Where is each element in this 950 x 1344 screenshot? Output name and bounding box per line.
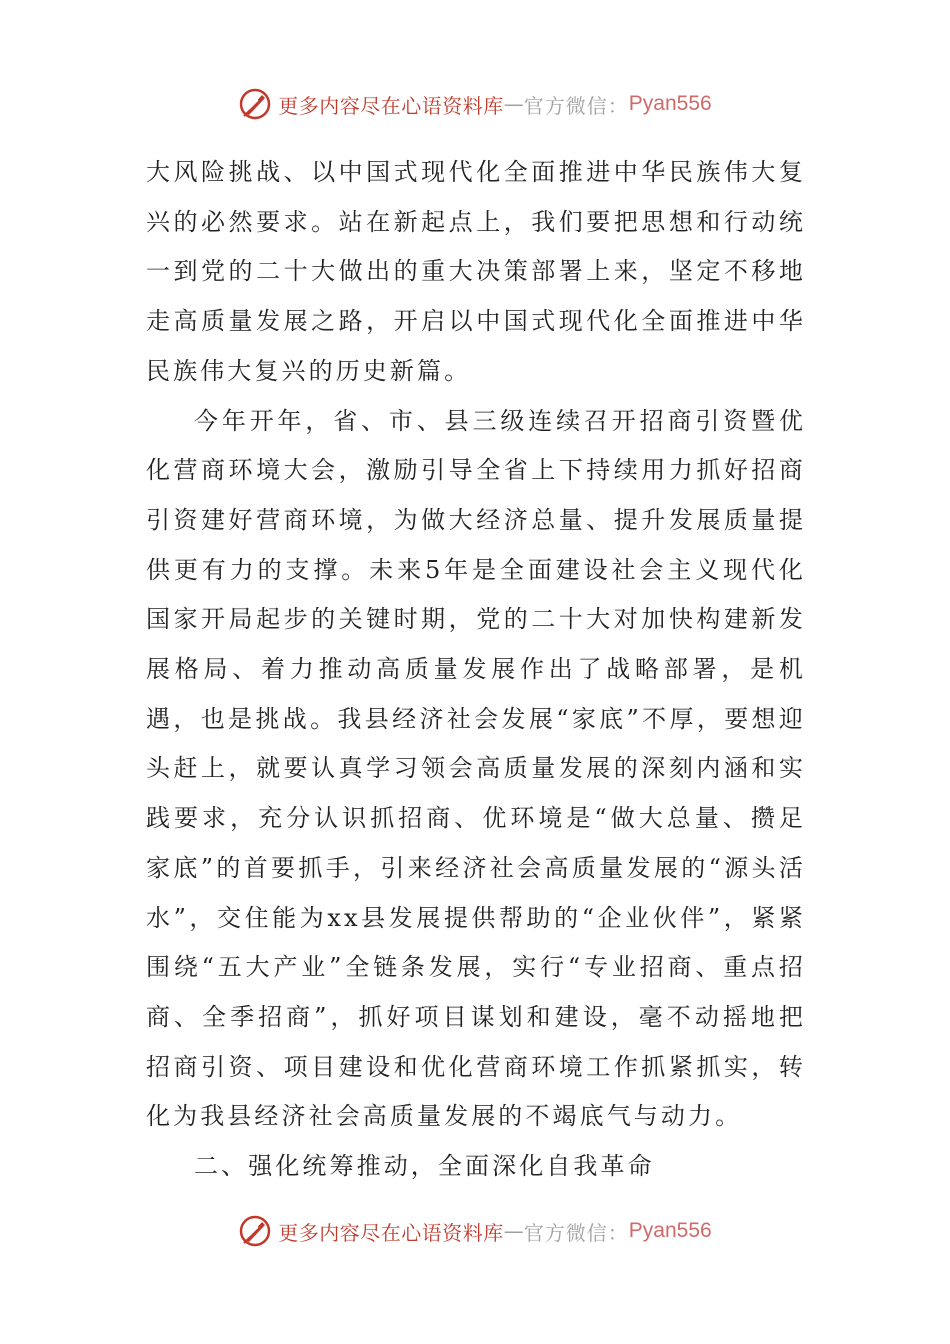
- header-banner: [0, 84, 950, 124]
- section-heading: 二、强化统筹推动，全面深化自我革命: [194, 1152, 655, 1181]
- paragraph-2: 今年开年，省、市、县三级连续召开招商引资暨优化营商环境大会，激励引导全省上下持续用力抓好招商引资建好营商环境，为做大经济总量、提升发展质量提供更有力的支撑。未来5年是全面建设社会主义现代化国家开局起步的关键时期，党的二十大对加快构建新发展格局、着力推动高质量发展作出了战略部署，是机遇，也是挑战。我县经济社会发展“家底”不厚，要想迎头赶上，就要认真学习领会高质量发展的深刻内涵和实践要求，充分认识抓招商、优环境是“做大总量、攒足家底”的首要抓手，引来经济社会高质量发展的“源头活水”，交住能为xx县发展提供帮助的“企业伙伴”，紧紧围绕“五大产业”全链条发展，实行“专业招商、重点招商、全季招商”，抓好项目谋划和建设，毫不动摇地把招商引资、项目建设和优化营商环境工作抓紧抓实，转化为我县经济社会高质量发展的不竭底气与动力。: [146, 406, 806, 1131]
- quill-logo-icon: [238, 87, 272, 121]
- banner-dash: —: [503, 92, 524, 116]
- document-body: [146, 148, 806, 1192]
- banner-contact-label: 官方微信：: [523, 1220, 629, 1245]
- paragraph-1: 大风险挑战、以中国式现代化全面推进中华民族伟大复兴的必然要求。站在新起点上，我们要把思想和行动统一到党的二十大做出的重大决策部署上来，坚定不移地走高质量发展之路，开启以中国式现代化全面推进中华民族伟大复兴的历史新篇。: [146, 158, 806, 385]
- banner-brand-text: 更多内容尽在心语资料库: [278, 1220, 504, 1245]
- banner-contact-id: Pyan556: [628, 1219, 712, 1242]
- footer-banner: [0, 1211, 950, 1251]
- banner-dash: —: [503, 1219, 524, 1243]
- banner-brand-text: 更多内容尽在心语资料库: [278, 93, 504, 118]
- quill-logo-icon: [238, 1214, 272, 1248]
- banner-contact-id: Pyan556: [628, 92, 712, 115]
- banner-contact-label: 官方微信：: [523, 93, 629, 118]
